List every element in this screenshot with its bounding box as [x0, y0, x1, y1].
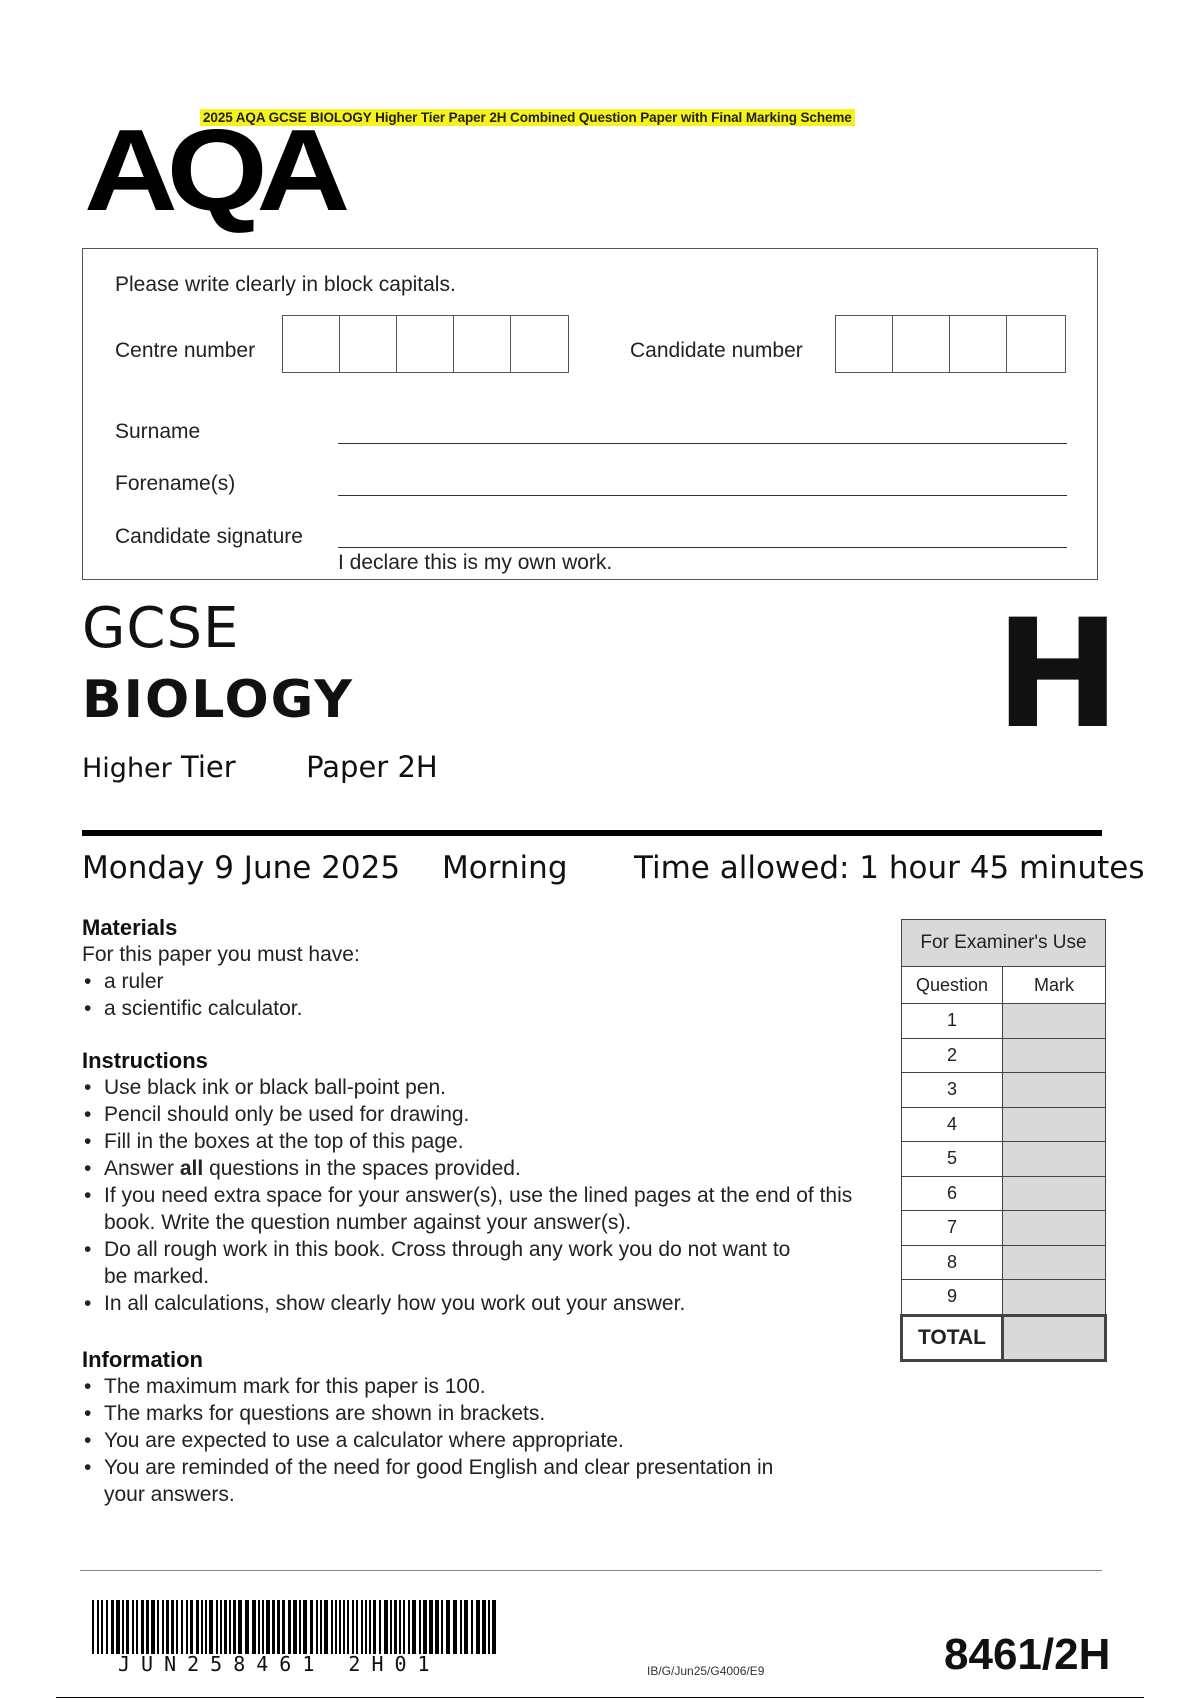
barcode-bar	[277, 1600, 280, 1654]
centre-number-box[interactable]	[283, 316, 340, 372]
barcode-bar	[151, 1600, 155, 1654]
barcode-bar	[339, 1600, 341, 1654]
answer-rest: questions in the spaces provided.	[209, 1157, 521, 1180]
barcode-bar	[116, 1600, 120, 1654]
list-item: • You are expected to use a calculator where appropriate.	[82, 1427, 802, 1454]
barcode-bar	[101, 1600, 103, 1654]
barcode-bar	[136, 1600, 138, 1654]
barcode-bar	[435, 1600, 439, 1654]
examiners-use-table	[900, 919, 1107, 1362]
question-number-cell: 6	[902, 1176, 1003, 1211]
barcode-bar	[365, 1600, 367, 1654]
barcode-bar	[293, 1600, 297, 1654]
list-item: • a scientific calculator.	[82, 995, 882, 1022]
barcode-bar	[272, 1600, 275, 1654]
surname-line[interactable]	[338, 443, 1067, 444]
barcode-bar	[419, 1600, 421, 1654]
barcode-bar	[146, 1600, 149, 1654]
list-item: • The marks for questions are shown in brackets.	[82, 1400, 802, 1427]
barcode-bar	[471, 1600, 473, 1654]
question-number-cell: 4	[902, 1107, 1003, 1142]
barcode-bar	[205, 1600, 207, 1654]
barcode-bar	[384, 1600, 388, 1654]
barcode-bar	[266, 1600, 270, 1654]
barcode-bar	[262, 1600, 264, 1654]
barcode-bar	[181, 1600, 183, 1654]
barcode-bar	[233, 1600, 236, 1654]
centre-number-box[interactable]	[340, 316, 397, 372]
candidate-details-box	[82, 248, 1098, 580]
barcode-bar	[288, 1600, 291, 1654]
list-item: • Fill in the boxes at the top of this page.	[82, 1128, 872, 1155]
list-item: • Use black ink or black ball-point pen.	[82, 1074, 872, 1101]
mark-column-header: Mark	[1003, 967, 1106, 1004]
question-number-cell: 9	[902, 1280, 1003, 1316]
barcode-bar	[220, 1600, 222, 1654]
answer-emphasis: all	[179, 1157, 204, 1180]
examiner-row	[902, 1004, 1106, 1039]
candidate-number-grid[interactable]	[835, 315, 1066, 373]
list-item: • If you need extra space for your answer(s), use the lined pages at the end of this book. Write the question number against your answer(s).	[82, 1182, 872, 1236]
examiner-row	[902, 1176, 1106, 1211]
information-heading: Information	[82, 1347, 203, 1372]
barcode-bar	[176, 1600, 178, 1654]
barcode-bar	[252, 1600, 256, 1654]
barcode-bar	[379, 1600, 381, 1654]
barcode-text: JUN258461 2H01	[118, 1652, 441, 1676]
examiner-row	[902, 1073, 1106, 1108]
barcode-bar	[394, 1600, 397, 1654]
barcode-bar	[460, 1600, 462, 1654]
paper-name: Paper 2H	[306, 750, 438, 784]
surname-label: Surname	[115, 420, 201, 443]
paper-code: 8461/2H	[944, 1630, 1111, 1679]
barcode-bar	[157, 1600, 159, 1654]
barcode-bar	[111, 1600, 114, 1654]
document-title-banner: 2025 AQA GCSE BIOLOGY Higher Tier Paper 2H Combined Question Paper with Final Marking Scheme	[200, 109, 855, 126]
list-item: • In all calculations, show clearly how you work out your answer.	[82, 1290, 872, 1317]
centre-number-box[interactable]	[511, 316, 568, 372]
barcode-bar	[343, 1600, 345, 1654]
mark-cell	[1003, 1038, 1106, 1073]
barcode-bar	[403, 1600, 405, 1654]
mark-cell	[1003, 1073, 1106, 1108]
candidate-number-box[interactable]	[836, 316, 893, 372]
barcode-bar	[335, 1600, 337, 1654]
question-number-cell: 7	[902, 1211, 1003, 1246]
centre-number-grid[interactable]	[282, 315, 569, 373]
signature-line[interactable]	[338, 547, 1067, 548]
barcode-bar	[209, 1600, 213, 1654]
total-label: TOTAL	[902, 1315, 1003, 1360]
examiner-row	[902, 1142, 1106, 1177]
tier-suffix: Tier	[181, 750, 236, 784]
barcode	[92, 1600, 502, 1654]
question-number-cell: 1	[902, 1004, 1003, 1039]
barcode-bar	[441, 1600, 443, 1654]
barcode-bar	[122, 1600, 124, 1654]
subject-title: BIOLOGY	[82, 670, 354, 730]
mark-cell	[1003, 1211, 1106, 1246]
question-number-cell: 2	[902, 1038, 1003, 1073]
candidate-number-box[interactable]	[1007, 316, 1064, 372]
barcode-bar	[320, 1600, 322, 1654]
examiner-row	[902, 1245, 1106, 1280]
barcode-bar	[361, 1600, 363, 1654]
document-reference: IB/G/Jun25/G4006/E9	[647, 1664, 765, 1678]
forename-line[interactable]	[338, 495, 1067, 496]
barcode-bar	[196, 1600, 199, 1654]
list-item	[82, 1155, 872, 1182]
barcode-bar	[258, 1600, 260, 1654]
barcode-bar	[162, 1600, 164, 1654]
examiner-row	[902, 1038, 1106, 1073]
mark-cell	[1003, 1107, 1106, 1142]
barcode-bar	[201, 1600, 203, 1654]
barcode-bar	[464, 1600, 468, 1654]
barcode-bar	[229, 1600, 231, 1654]
signature-label: Candidate signature	[115, 525, 303, 548]
barcode-bar	[324, 1600, 328, 1654]
barcode-bar	[310, 1600, 313, 1654]
qualification-title: GCSE	[82, 596, 240, 661]
time-allowed: Time allowed: 1 hour 45 minutes	[634, 850, 1145, 886]
barcode-bar	[488, 1600, 490, 1654]
header-divider	[82, 830, 1102, 836]
barcode-bar	[224, 1600, 227, 1654]
barcode-bar	[408, 1600, 410, 1654]
mark-cell	[1003, 1142, 1106, 1177]
barcode-bar	[399, 1600, 401, 1654]
question-column-header: Question	[902, 967, 1003, 1004]
barcode-bar	[97, 1600, 99, 1654]
barcode-bar	[331, 1600, 333, 1654]
information-section	[82, 1346, 802, 1508]
tier-paper-line	[82, 750, 438, 784]
examiner-row	[902, 1107, 1106, 1142]
barcode-bar	[216, 1600, 218, 1654]
barcode-bar	[132, 1600, 134, 1654]
instructions-heading: Instructions	[82, 1048, 208, 1073]
instructions-section	[82, 1047, 872, 1317]
barcode-bar	[429, 1600, 433, 1654]
centre-number-box[interactable]	[454, 316, 511, 372]
barcode-bar	[369, 1600, 371, 1654]
total-mark-cell	[1003, 1315, 1106, 1360]
barcode-bar	[412, 1600, 416, 1654]
barcode-bar	[166, 1600, 169, 1654]
barcode-bar	[373, 1600, 376, 1654]
exam-session: Morning	[442, 850, 568, 886]
barcode-bar	[303, 1600, 307, 1654]
list-item: • Do all rough work in this book. Cross through any work you do not want to be marked.	[82, 1236, 804, 1290]
declaration-text: I declare this is my own work.	[338, 551, 613, 574]
barcode-bar	[390, 1600, 392, 1654]
barcode-bar	[423, 1600, 427, 1654]
barcode-bar	[482, 1600, 486, 1654]
barcode-bar	[141, 1600, 144, 1654]
barcode-bar	[92, 1600, 94, 1654]
examiner-row	[902, 1280, 1106, 1316]
page-bottom-line	[56, 1697, 1144, 1698]
materials-intro: For this paper you must have:	[82, 943, 360, 966]
tier-letter: H	[995, 588, 1121, 762]
candidate-number-box[interactable]	[950, 316, 1007, 372]
examiners-use-title: For Examiner's Use	[902, 920, 1106, 967]
barcode-bar	[126, 1600, 129, 1654]
forename-label: Forename(s)	[115, 472, 236, 495]
mark-cell	[1003, 1280, 1106, 1316]
barcode-bar	[106, 1600, 108, 1654]
barcode-bar	[356, 1600, 358, 1654]
question-number-cell: 5	[902, 1142, 1003, 1177]
tier-word: Higher	[82, 753, 172, 784]
list-item: • Pencil should only be used for drawing.	[82, 1101, 872, 1128]
answer-prefix: Answer	[104, 1157, 175, 1180]
barcode-bar	[492, 1600, 496, 1654]
centre-number-box[interactable]	[397, 316, 454, 372]
barcode-bar	[352, 1600, 354, 1654]
barcode-bar	[190, 1600, 193, 1654]
centre-number-label: Centre number	[115, 339, 256, 362]
footer-divider	[80, 1570, 1102, 1571]
barcode-bar	[316, 1600, 318, 1654]
question-number-cell: 8	[902, 1245, 1003, 1280]
barcode-bar	[245, 1600, 249, 1654]
candidate-number-box[interactable]	[893, 316, 950, 372]
question-number-cell: 3	[902, 1073, 1003, 1108]
barcode-bar	[186, 1600, 188, 1654]
mark-cell	[1003, 1176, 1106, 1211]
candidate-number-label: Candidate number	[630, 339, 803, 362]
barcode-bar	[299, 1600, 301, 1654]
barcode-bar	[282, 1600, 285, 1654]
barcode-bar	[476, 1600, 480, 1654]
materials-section	[82, 914, 882, 1022]
exam-date: Monday 9 June 2025	[82, 850, 401, 886]
mark-cell	[1003, 1245, 1106, 1280]
block-capitals-instruction: Please write clearly in block capitals.	[115, 273, 456, 296]
list-item: • The maximum mark for this paper is 100.	[82, 1373, 802, 1400]
barcode-bar	[453, 1600, 457, 1654]
list-item: • You are reminded of the need for good English and clear presentation in your answers.	[82, 1454, 784, 1508]
examiner-row	[902, 1211, 1106, 1246]
barcode-bar	[347, 1600, 349, 1654]
barcode-bar	[446, 1600, 450, 1654]
materials-heading: Materials	[82, 915, 178, 940]
mark-cell	[1003, 1004, 1106, 1039]
barcode-bar	[238, 1600, 242, 1654]
barcode-bar	[171, 1600, 174, 1654]
aqa-logo: AQA	[84, 105, 340, 235]
list-item: • a ruler	[82, 968, 882, 995]
